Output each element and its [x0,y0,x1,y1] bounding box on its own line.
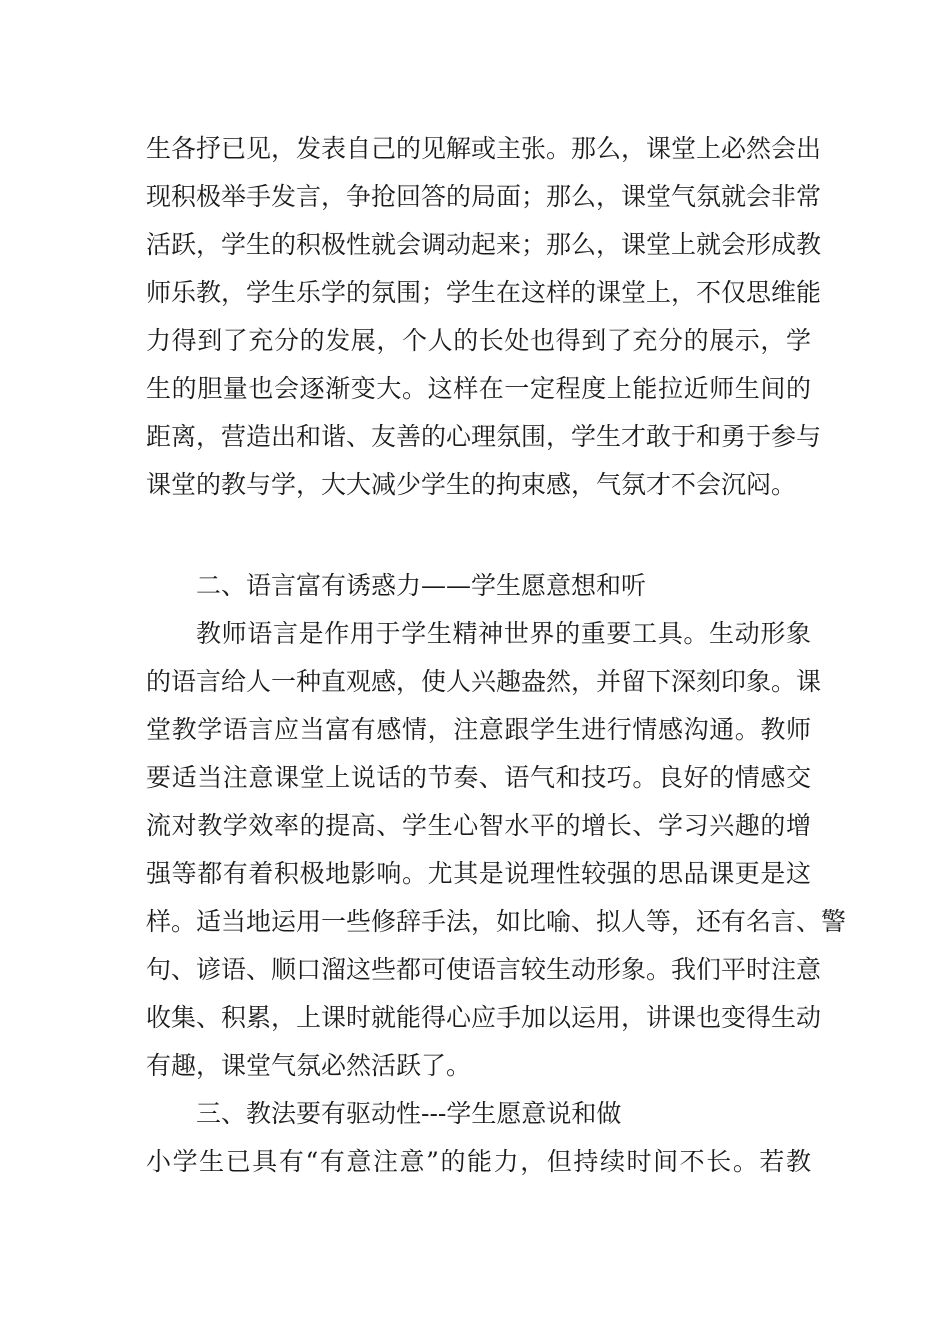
paragraph-line: 教师语言是作用于学生精神世界的重要工具。生动形象 [196,619,811,648]
paragraph-line: 堂教学语言应当富有感情，注意跟学生进行情感沟通。教师 [146,715,811,744]
paragraph-line: 力得到了充分的发展，个人的长处也得到了充分的展示，学 [146,326,811,355]
paragraph-line: 的语言给人一种直观感，使人兴趣盎然，并留下深刻印象。课 [146,667,822,696]
paragraph-line: 师乐教，学生乐学的氛围；学生在这样的课堂上，不仅思维能 [146,278,822,307]
section-heading: 三、教法要有驱动性---学生愿意说和做 [196,1099,622,1128]
section-heading: 二、语言富有诱惑力——学生愿意想和听 [196,571,647,600]
paragraph-line: 距离，营造出和谐、友善的心理氛围，学生才敢于和勇于参与 [146,422,822,451]
paragraph-line: 流对教学效率的提高、学生心智水平的增长、学习兴趣的增 [146,811,811,840]
paragraph-line: 生的胆量也会逐渐变大。这样在一定程度上能拉近师生间的 [146,374,811,403]
paragraph-line: 要适当注意课堂上说话的节奏、语气和技巧。良好的情感交 [146,763,811,792]
paragraph-line: 现积极举手发言，争抢回答的局面；那么，课堂气氛就会非常 [146,182,822,211]
paragraph-line: 强等都有着积极地影响。尤其是说理性较强的思品课更是这 [146,859,811,888]
paragraph-line: 活跃，学生的积极性就会调动起来；那么，课堂上就会形成教 [146,230,822,259]
paragraph-line: 样。适当地运用一些修辞手法，如比喻、拟人等，还有名言、警 [146,907,847,936]
paragraph-line: 句、谚语、顺口溜这些都可使语言较生动形象。我们平时注意 [146,955,822,984]
paragraph-line: 有趣，课堂气氛必然活跃了。 [146,1051,472,1080]
paragraph-line: 小学生已具有“有意注意”的能力，但持续时间不长。若教 [146,1147,811,1176]
paragraph-line: 生各抒已见，发表自己的见解或主张。那么，课堂上必然会出 [146,134,822,163]
paragraph-line: 课堂的教与学，大大减少学生的拘束感，气氛才不会沉闷。 [146,470,797,499]
paragraph-line: 收集、积累，上课时就能得心应手加以运用，讲课也变得生动 [146,1003,822,1032]
